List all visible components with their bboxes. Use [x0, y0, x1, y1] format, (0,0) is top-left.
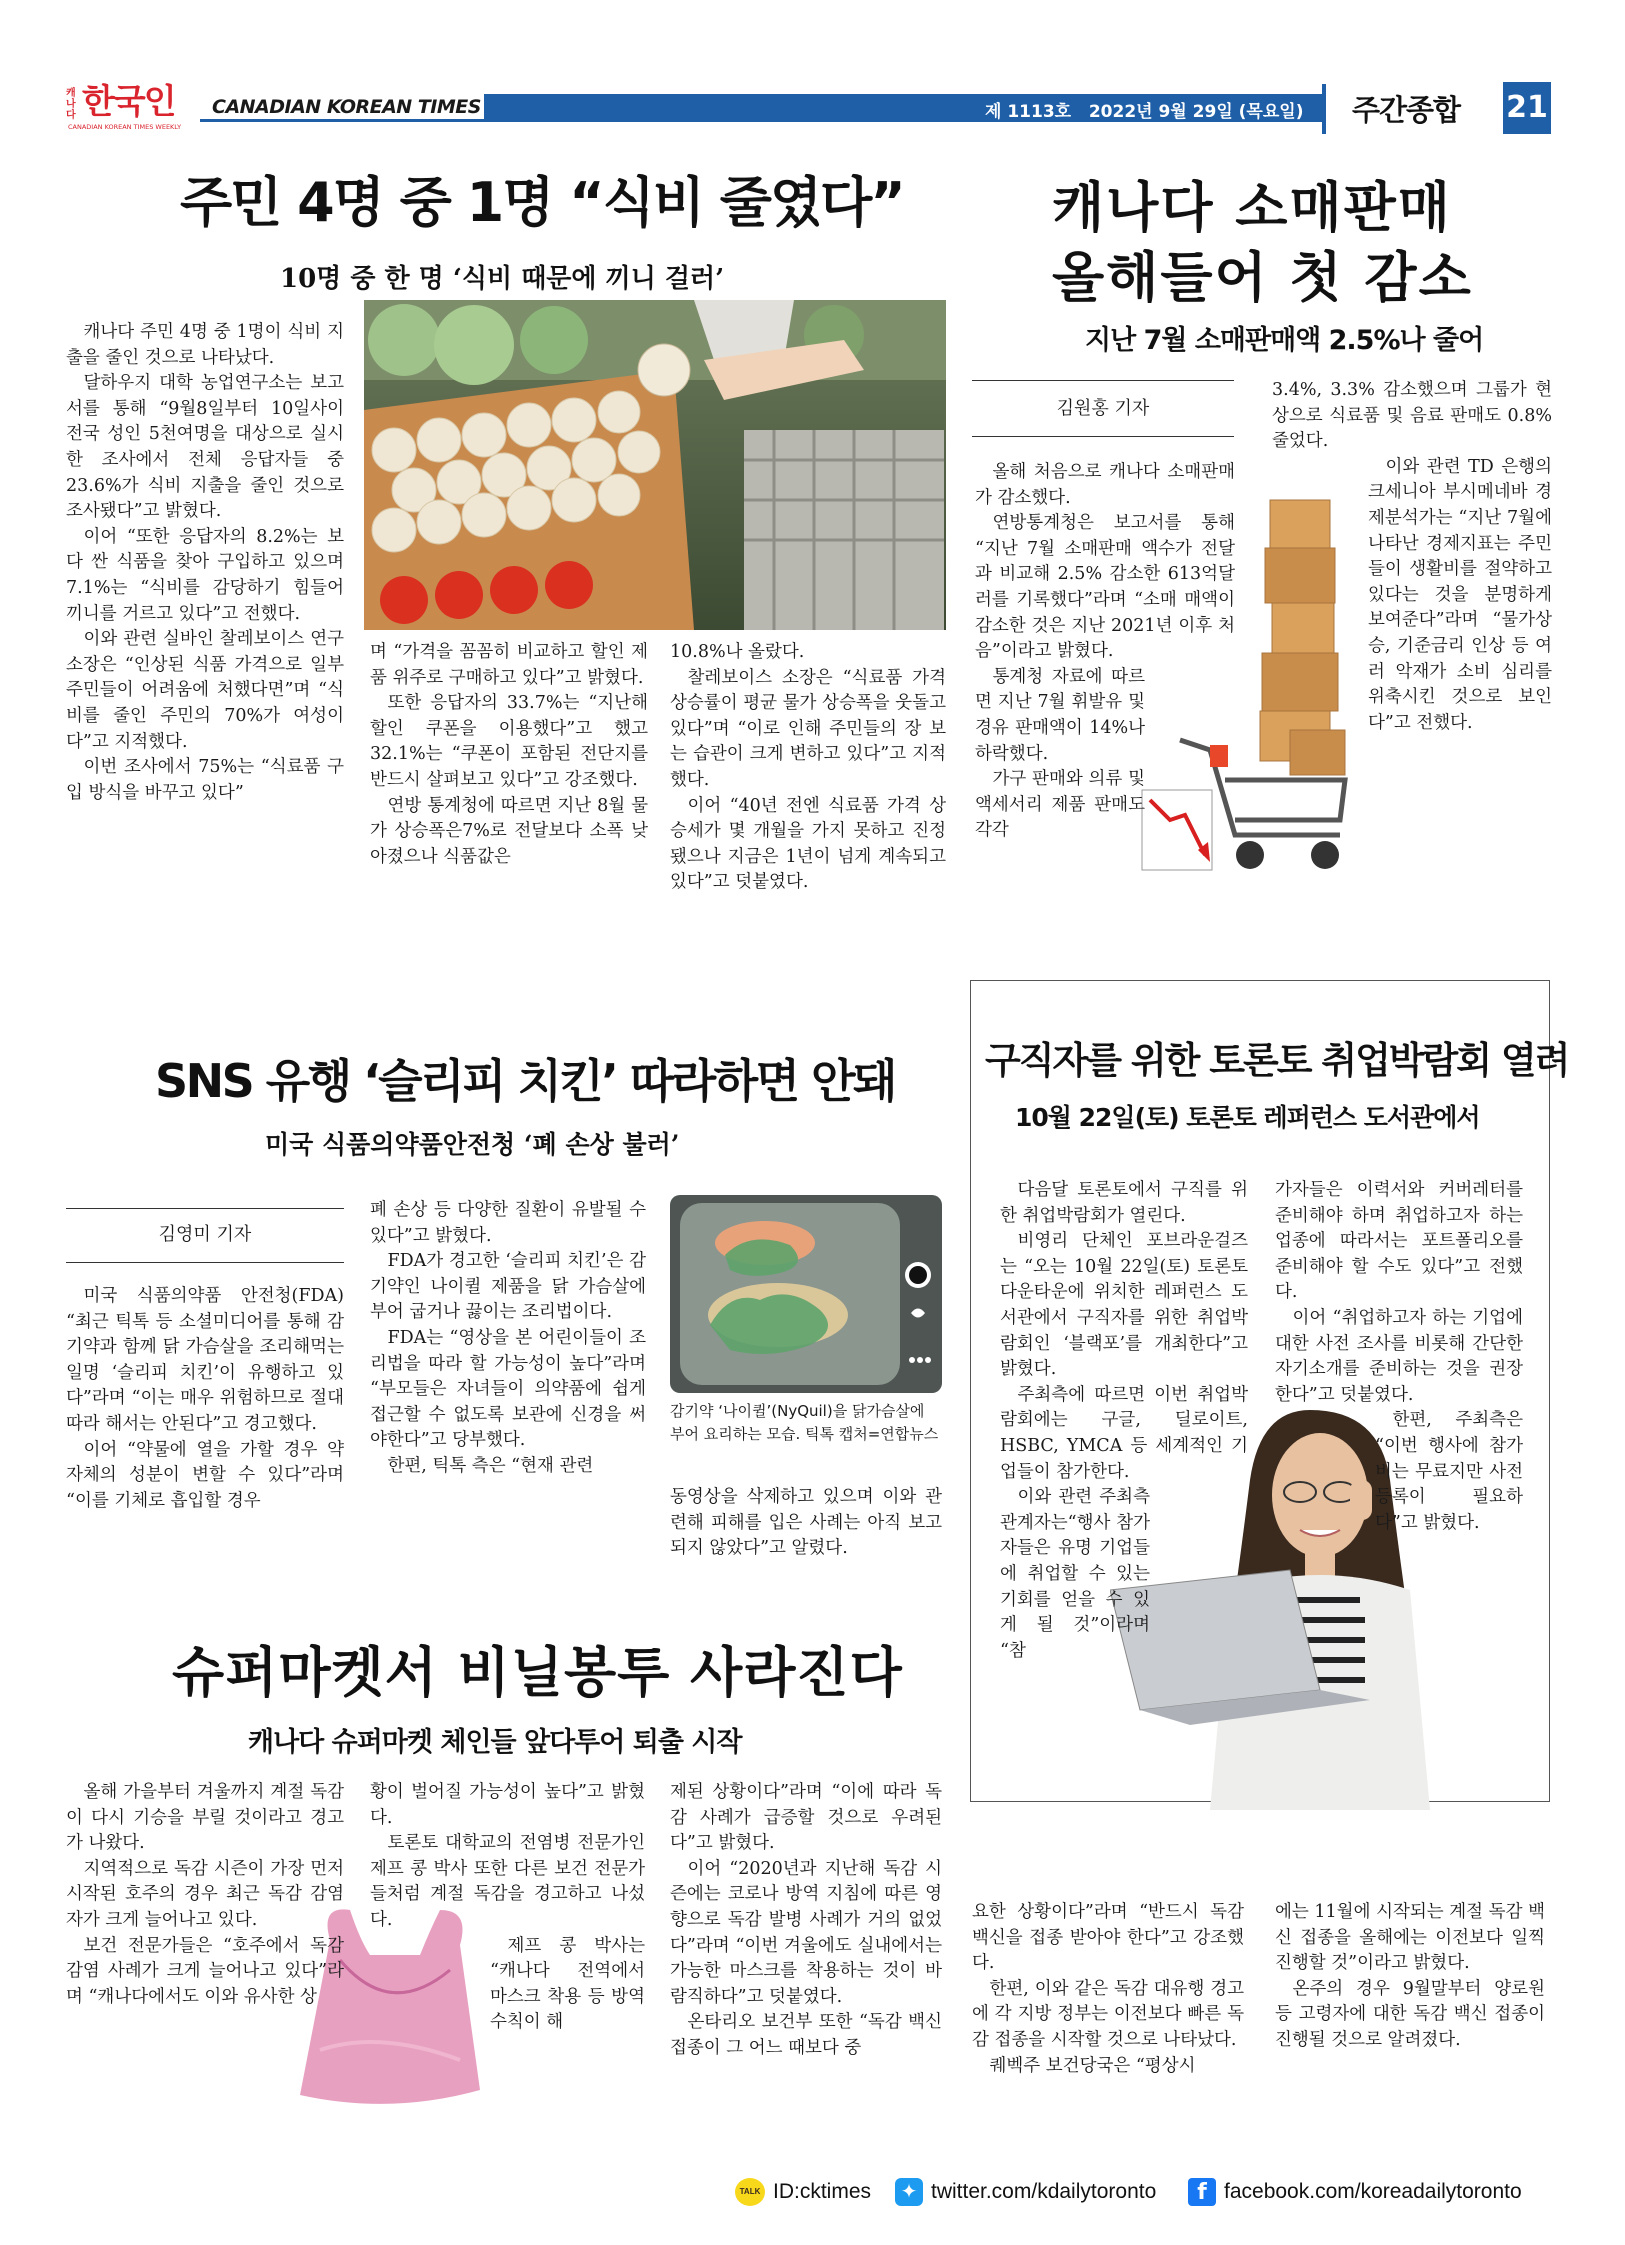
article3-byline-rule-bottom	[66, 1262, 344, 1263]
article5-col4	[972, 1900, 1244, 2079]
article5-col3-p2: 이어 “2020년과 지난해 독감 시즌에는 코로나 방역 지침에 따른 영향으로 독감 발병 사례가 거의 없었다”라며 “이번 겨울에도 실내에서는 가능한 마스크를 착용하는 것이 바람직하다”고 덧붙였다.	[670, 1858, 942, 2007]
article2-byline: 김원홍 기자	[1056, 398, 1150, 419]
article5-subtitle: 캐나다 슈퍼마켓 체인들 앞다투어 퇴출 시작	[248, 1727, 742, 1758]
article3-col3-p1: 동영상을 삭제하고 있으며 이와 관련해 피해를 입은 사례는 아직 보고되지 않았다”고 알렸다.	[670, 1487, 942, 1559]
article5-col3-p3: 온타리오 보건부 또한 “독감 백신 접종이 그 어느 때보다 중	[670, 2012, 942, 2058]
logo-small-text: 캐나다	[66, 88, 76, 121]
article1-col1-p3: 이어 “또한 응답자의 8.2%는 보다 싼 식품을 찾아 구입하고 있으며 7.1%는 “식비를 감당하기 힘들어 끼니를 거르고 있다”고 전했다.	[66, 526, 344, 624]
article4-col1-p3: 주최측에 따르면 이번 취업박람회에는 구글, 딜로이트, HSBC, YMCA 등 세계적인 기업들이 참가한다.	[1000, 1384, 1248, 1482]
logo-main-text: 한국인	[82, 82, 175, 122]
article3-photo-caption: 감기약 ‘나이퀼’(NyQuil)을 닭가슴살에 부어 요리하는 모습. 틱톡 캡처=연합뉴스	[670, 1402, 939, 1443]
article5-col1-p2: 지역적으로 독감 시즌이 가장 먼저 시작된 호주의 경우 최근 독감 감염자가 크게 늘어나고 있다.	[66, 1858, 344, 1930]
article4-subtitle: 10월 22일(토) 토론토 레퍼런스 도서관에서	[1015, 1103, 1480, 1132]
twitter-handle: twitter.com/kdailytoronto	[931, 2180, 1157, 2203]
article2-col2-p2: 이와 관련 TD 은행의 크세니아 부시메네바 경제분석가는 “지난 7월에 나타난 경제지표는 주민들이 생활비를 절약하고 있다는 것을 분명하게 보여준다”라며 “물가상승, 기준금리 인상 등 여러 악재가 소비 심리를 위축시킨 것으로 보인다”고 전했다.	[1368, 456, 1552, 733]
article4-col2	[1275, 1178, 1523, 1536]
article5-col1-p1: 올해 가을부터 겨울까지 계절 독감이 다시 기승을 부릴 것이라고 경고가 나왔다.	[66, 1782, 344, 1854]
article2-byline-rule-bottom	[972, 436, 1234, 437]
kakao-id: ID:cktimes	[773, 2180, 872, 2203]
article2-col1-p2: 연방통계청은 보고서를 통해 “지난 7월 소매판매 액수가 전달과 비교해 2.5% 감소한 613억달러를 기록했다”라며 “소매 매액이 감소한 것은 지난 2021년 이후 처음”이라고 밝혔다.	[975, 513, 1235, 662]
article1-col2-p3: 연방 통계청에 따르면 지난 8월 물가 상승폭은7%로 전달보다 소폭 낮아졌으나 식품값은	[370, 795, 648, 867]
article5-col5-p2: 온주의 경우 9월말부터 양로원 등 고령자에 대한 독감 백신 접종이 진행될 것으로 알려졌다.	[1275, 1978, 1545, 2050]
article3-col3	[670, 1485, 942, 1562]
article1-col1-p5: 이번 조사에서 75%는 “식료품 구입 방식을 바꾸고 있다”	[66, 757, 344, 803]
article4-title: 구직자를 위한 토론토 취업박람회 열려	[985, 1039, 1569, 1082]
tiktok-screenshot-photo	[670, 1195, 942, 1393]
article1-col3	[670, 640, 946, 896]
article5-col1-p3: 보건 전문가들은 “호주에서 독감 감염 사례가 크게 늘어나고 있다”라며 “캐나다에서도 이와 유사한 상	[66, 1935, 344, 2007]
twitter-link[interactable]	[895, 2178, 1156, 2206]
facebook-icon: f	[1188, 2178, 1216, 2206]
article3-byline-rule-top	[66, 1208, 344, 1209]
article5-col2-p3: 제프 콩 박사는 “캐나다 전역에서 마스크 착용 등 방역수칙이 해	[490, 1935, 645, 2033]
article1-title: 주민 4명 중 1명 “식비 줄였다”	[180, 171, 904, 234]
paper-name: CANADIAN KOREAN TIMES	[212, 96, 481, 118]
masthead	[0, 0, 1625, 140]
masthead-divider	[1322, 84, 1326, 134]
article1-col1-p1: 캐나다 주민 4명 중 1명이 식비 지출을 줄인 것으로 나타났다.	[66, 322, 344, 368]
article4-col1-p4: 이와 관련 주최측 관계자는“행사 참가자들은 유명 기업들에 취업할 수 있는 기회를 얻을 수 있게 될 것”이라며 “참	[1000, 1487, 1150, 1661]
article5-col2-p2: 토론토 대학교의 전염병 전문가인 제프 콩 박사 또한 다른 보건 전문가들처럼 계절 독감을 경고하고 나섰다.	[370, 1833, 645, 1930]
article5-col2-p1: 황이 벌어질 가능성이 높다”고 밝혔다.	[370, 1782, 645, 1828]
article5-title: 슈퍼마켓서 비닐봉투 사라진다	[172, 1640, 903, 1704]
facebook-link[interactable]	[1188, 2178, 1522, 2206]
article3-col2-p3: FDA는 “영상을 본 어린이들이 조리법을 따라 할 가능성이 높다”라며 “부모들은 자녀들이 의약품에 쉽게 접근할 수 없도록 보관에 신경을 써야한다”고 당부했다.	[370, 1327, 646, 1451]
article5-col1	[66, 1780, 344, 2010]
article3-byline: 김영미 기자	[158, 1224, 252, 1245]
article3-col2-p2: FDA가 경고한 ‘슬리피 치킨’은 감기약인 나이퀼 제품을 닭 가슴살에 부어 굽거나 끓이는 조리법이다.	[370, 1251, 646, 1323]
article5-col5-p1: 에는 11월에 시작되는 계절 독감 백신 접종을 올해에는 이전보다 일찍 진행할 것”이라고 밝혔다.	[1275, 1902, 1545, 1974]
article5-col3	[670, 1780, 942, 2062]
page-number: 21	[1503, 82, 1551, 134]
article4-col2-p1: 가자들은 이력서와 커버레터를 준비해야 하며 취업하고자 하는 업종에 따라서는 포트폴리오를 준비해야 할 수도 있다”고 전했다.	[1275, 1180, 1523, 1303]
article1-col3-p3: 이어 “40년 전엔 식료품 가격 상승세가 몇 개월을 가지 못하고 진정됐으나 지금은 1년이 넘게 계속되고 있다”고 덧붙였다.	[670, 795, 946, 893]
article1-col3-p2: 찰레보이스 소장은 “식료품 가격 상승률이 평균 물가 상승폭을 웃돌고 있다”며 “이로 인해 주민들의 장 보는 습관이 크게 변하고 있다”고 지적했다.	[670, 667, 946, 790]
article3-subtitle: 미국 식품의약품안전청 ‘폐 손상 불러’	[265, 1130, 680, 1159]
article1-subtitle: 10명 중 한 명 ‘식비 때문에 끼니 걸러’	[280, 264, 725, 294]
article5-col3-p1: 제된 상황이다”라며 “이에 따라 독감 사례가 급증할 것으로 우려된다”고 밝혔다.	[670, 1782, 942, 1854]
article4-col1-p2: 비영리 단체인 포브라운걸즈는 “오는 10월 22일(토) 토론토 다운타운에 위치한 레퍼런스 도서관에서 구직자를 위한 취업박람회인 ‘블랙포’를 개최한다”고 밝혔다.	[1000, 1231, 1248, 1380]
article3-title: SNS 유행 ‘슬리피 치킨’ 따라하면 안돼	[155, 1054, 895, 1108]
article4-col1-p1: 다음달 토론토에서 구직를 위한 취업박람회가 열린다.	[1000, 1180, 1248, 1226]
article1-col1-p2: 달하우지 대학 농업연구소는 보고서를 통해 “9월8일부터 10일사이 전국 성인 5천여명을 대상으로 실시한 조사에서 전체 응답자들 중 23.6%가 식비 지출을 줄인 것으로 조사됐다”고 밝혔다.	[66, 373, 344, 522]
kakao-link[interactable]	[735, 2178, 871, 2206]
twitter-icon: ✦	[895, 2178, 923, 2206]
article3-col1	[66, 1284, 344, 1514]
issue-date: 제 1113호 2022년 9월 29일 (목요일)	[985, 102, 1304, 122]
article4-col2-p2: 이어 “취업하고자 하는 기업에 대한 사전 조사를 비롯해 간단한 자기소개를 준비하는 것을 권장한다”고 덧붙였다.	[1275, 1307, 1523, 1405]
article5-col2	[370, 1780, 645, 2036]
article1-col3-p1: 10.8%나 올랐다.	[670, 642, 805, 662]
article2-col1-p3: 통계청 자료에 따르면 지난 7월 휘발유 및 경유 판매액이 14%나 하락했다.	[975, 666, 1145, 764]
article2-col1-p1: 올해 처음으로 캐나다 소매판매가 감소했다.	[975, 462, 1235, 508]
facebook-handle: facebook.com/koreadailytoronto	[1224, 2180, 1522, 2203]
article2-col1	[975, 460, 1235, 844]
article4-col1	[1000, 1178, 1248, 1664]
article2-col2	[1272, 378, 1552, 736]
article1-col1	[66, 320, 344, 806]
article2-title-line2: 올해들어 첫 감소	[1052, 245, 1473, 309]
grocery-photo	[364, 300, 946, 630]
article5-col4-p3: 퀘벡주 보건당국은 “평상시	[989, 2055, 1196, 2076]
section-name: 주간종합	[1352, 93, 1461, 127]
article3-col2	[370, 1198, 646, 1480]
article2-col2-p1: 3.4%, 3.3% 감소했으며 그룹가 현상으로 식료품 및 음료 판매도 0.8% 줄었다.	[1272, 380, 1552, 452]
article1-col1-p4: 이와 관련 실바인 찰레보이스 연구소장은 “인상된 식품 가격으로 일부 주민들이 어려움에 처했다면”며 “식비를 줄인 주민의 70%가 여성이다”고 지적했다.	[66, 629, 344, 752]
logo	[66, 84, 190, 134]
logo-sub-text: CANADIAN KOREAN TIMES WEEKLY	[68, 123, 182, 131]
article1-col2-p2: 또한 응답자의 33.7%는 “지난해 할인 쿠폰을 이용했다”고 했고 32.1%는 “쿠폰이 포함된 전단지를 반드시 살펴보고 있다”고 강조했다.	[370, 693, 648, 790]
article2-col1-p4: 가구 판매와 의류 및 액세서리 제품 판매도 각각	[975, 769, 1145, 841]
article3-col1-p2: 이어 “약물에 열을 가할 경우 약 자체의 성분이 변할 수 있다”라며 “이를 기체로 흡입할 경우	[66, 1439, 344, 1511]
article2-subtitle: 지난 7월 소매판매액 2.5%나 줄어	[1085, 325, 1484, 356]
article3-col2-p4: 한편, 틱톡 측은 “현재 관련	[387, 1455, 594, 1476]
article5-col4-p2: 한편, 이와 같은 독감 대유행 경고에 각 지방 정부는 이전보다 빠른 독감 접종을 시작할 것으로 나타났다.	[972, 1978, 1244, 2050]
article2-title-line1: 캐나다 소매판매	[1052, 175, 1452, 239]
article3-col2-p1: 폐 손상 등 다양한 질환이 유발될 수 있다”고 밝혔다.	[370, 1200, 646, 1246]
article1-col2	[370, 640, 648, 870]
article3-col1-p1: 미국 식품의약품 안전청(FDA) “최근 틱톡 등 소셜미디어를 통해 감기약과 함께 닭 가슴살을 조리해먹는 일명 ‘슬리피 치킨’이 유행하고 있다”라며 “이는 매우 위험하므로 절대 따라 해서는 안된다”고 경고했다.	[66, 1286, 344, 1434]
article5-col4-p1: 요한 상황이다”라며 “반드시 독감 백신을 접종 받아야 한다”고 강조했다.	[972, 1902, 1244, 1974]
article2-byline-rule-top	[972, 380, 1234, 381]
article5-col5	[1275, 1900, 1545, 2054]
article4-col2-p3: 한편, 주최측은 “이번 행사에 참가비는 무료지만 사전 등록이 필요하다”고 밝혔다.	[1375, 1410, 1523, 1533]
article1-col2-p1: 며 “가격을 꼼꼼히 비교하고 할인 제품 위주로 구매하고 있다”고 밝혔다.	[370, 642, 648, 688]
kakao-talk-icon: TALK	[735, 2178, 765, 2206]
